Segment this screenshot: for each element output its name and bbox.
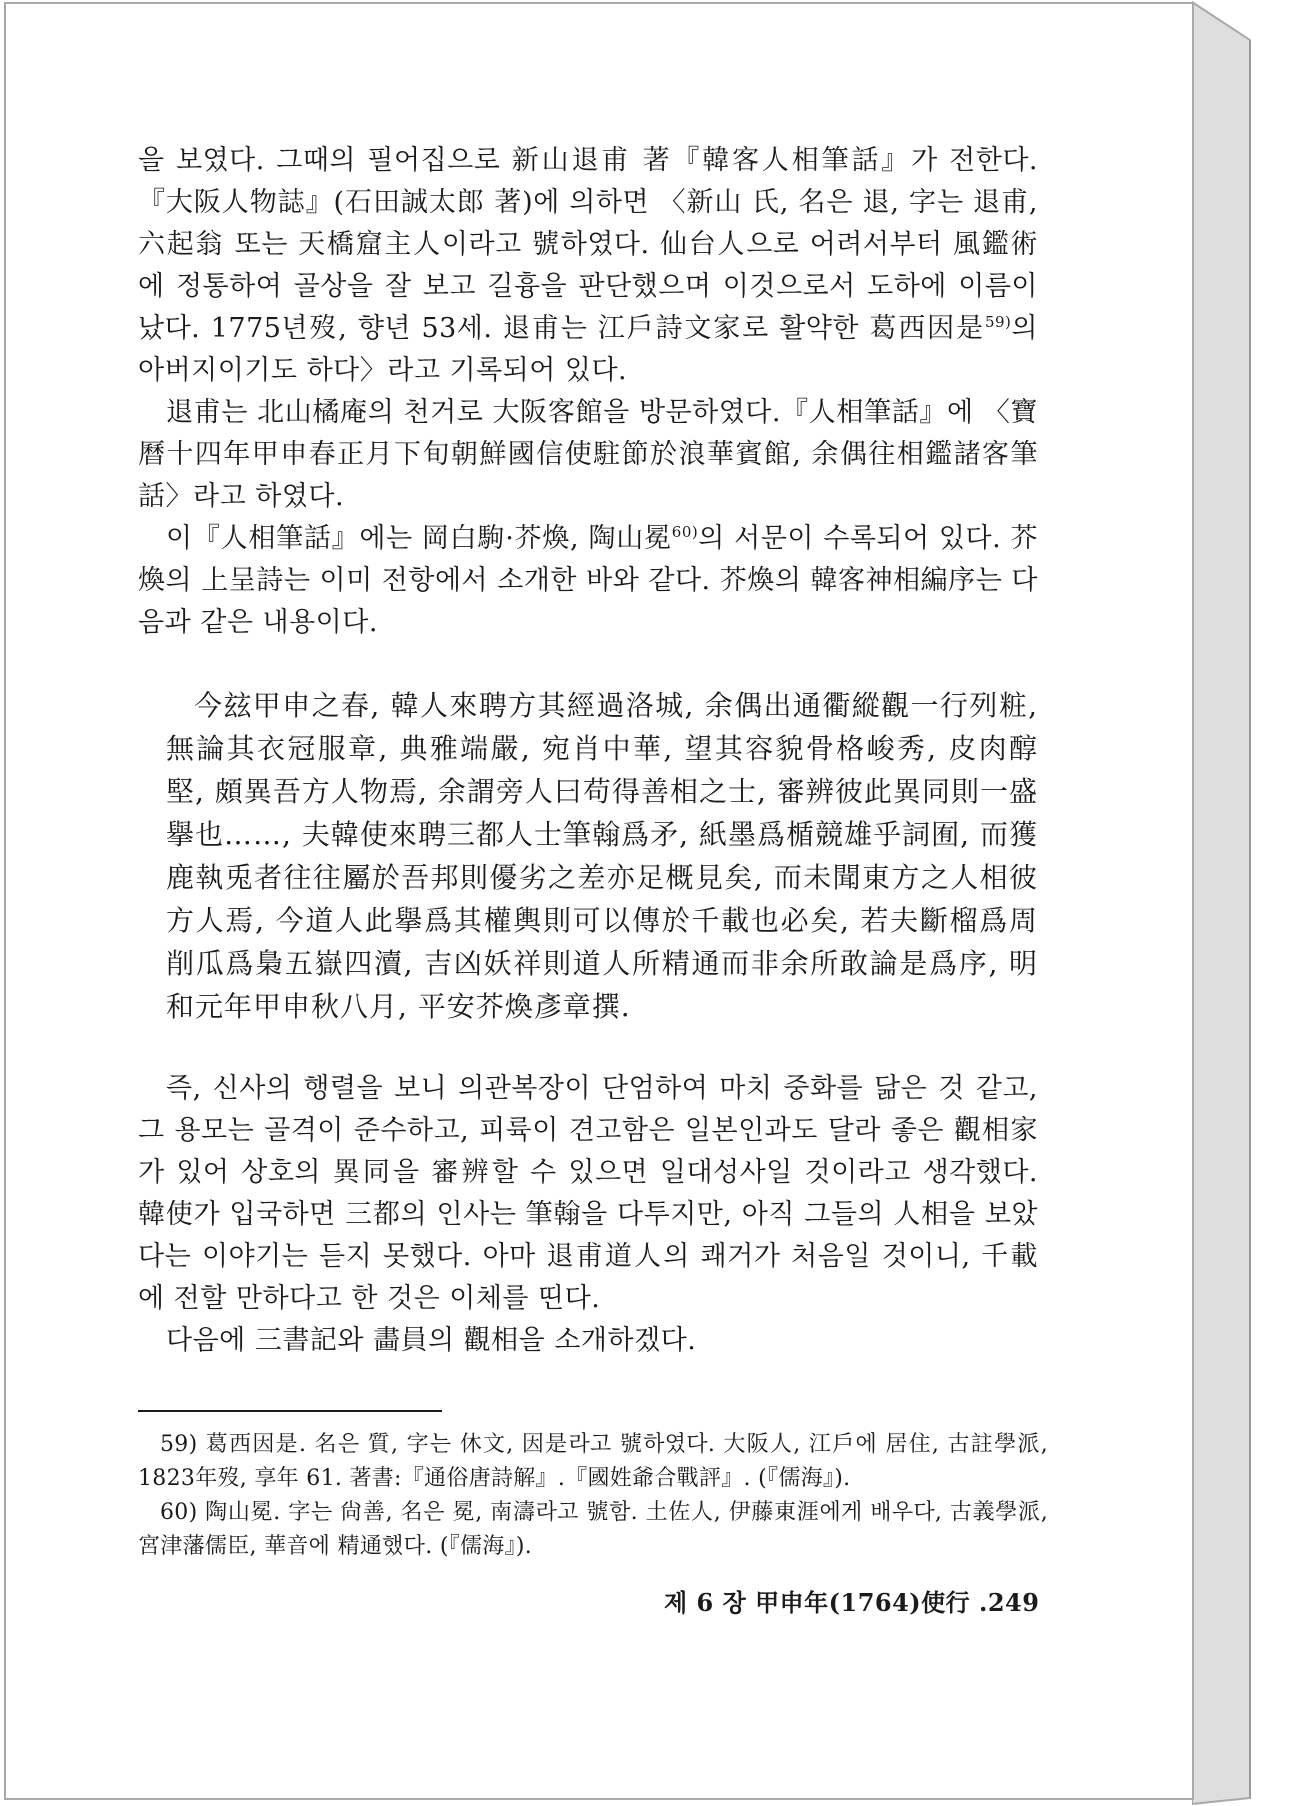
footnote-59: 59) 葛西因是. 名은 質, 字는 休文, 因是라고 號하였다. 大阪人, 江戶에 居住, 古註學派, 1823年歿, 享年 61. 著書:『通俗唐詩解』.『國姓爺合戰評』. (『儒海』). bbox=[138, 1432, 1048, 1491]
paragraph-3-text-cont: 의 서문이 수록되어 있다. 芥煥의 上呈詩는 이미 전항에서 소개한 바와 같다. 芥煥의 韓客神相編序는 다음과 같은 내용이다. bbox=[138, 523, 1039, 638]
footnotes bbox=[138, 1428, 1048, 1564]
paragraph-3-text: 이『人相筆話』에는 岡白駒·芥煥, 陶山冕 bbox=[166, 523, 672, 554]
page-edge-icon bbox=[1192, 0, 1311, 1806]
paragraph-3 bbox=[138, 518, 1038, 644]
paragraph-2 bbox=[138, 392, 1038, 518]
paragraph-4: 즉, 신사의 행렬을 보니 의관복장이 단엄하여 마치 중화를 닮은 것 같고, 그 용모는 골격이 준수하고, 피륙이 견고함은 일본인과도 달라 좋은 觀相家가 있어 상호의 異同을 審辨할 수 있으면 일대성사일 것이라고 생각했다. 韓使가 입국하면 三都의 인사는 筆翰을 다투지만, 아직 그들의 人相을 보았다는 이야기는 듣지 못했다. 아마 退甫道人의 쾌거가 처음일 것이니, 千載에 전할 만하다고 한 것은 이체를 띤다. bbox=[138, 1073, 1038, 1314]
block-quote: 今玆甲申之春, 韓人來聘方其經過洛城, 余偶出通衢縱觀一行列粧, 無論其衣冠服章, 典雅端嚴, 宛肖中華, 望其容貌骨格峻秀, 皮肉醇堅, 頗異吾方人物焉, 余謂旁人曰苟得善相之士, 審辨彼此異同則一盛擧也……, 夫韓使來聘三都人士筆翰爲矛, 紙墨爲楯競雄乎詞囿, 而獲鹿執兎者往往屬於吾邦則優劣之差亦足概見矣, 而未聞東方之人相彼方人焉, 今道人此擧爲其權輿則可以傳於千載也必矣, 若夫斷榴爲周削瓜爲梟五嶽四瀆, 吉凶妖祥則道人所精通而非余所敢論是爲序, 明和元年甲申秋八月, 平安芥煥彥章撰. bbox=[166, 689, 1038, 1023]
footnote-60: 60) 陶山冕. 字는 尙善, 名은 冕, 南濤라고 號함. 土佐人, 伊藤東涯에게 배우다, 古義學派, 宮津藩儒臣, 華音에 精通했다. (『儒海』). bbox=[138, 1500, 1048, 1559]
footnote-ref-60: 60) bbox=[671, 523, 699, 541]
paragraph-1-text: 을 보였다. 그때의 필어집으로 新山退甫 著『韓客人相筆話』가 전한다.『大阪人物誌』(石田誠太郎 著)에 의하면 〈新山 氏, 名은 退, 字는 退甫, 六起翁 또는 天橋窟主人이라고 號하였다. 仙台人으로 어려서부터 風鑑術에 정통하여 골상을 잘 보고 길흉을 판단했으며 이것으로서 도하에 이름이 났다. 1775년歿, 향년 53세. 退甫는 江戶詩文家로 활약한 葛西因是 bbox=[138, 145, 1038, 344]
paragraph-2-text: 退甫는 北山橘庵의 천거로 大阪客館을 방문하였다.『人相筆話』에 〈寶曆十四年甲申春正月下旬朝鮮國信使駐節於浪華賓館, 余偶往相鑑諸客筆話〉라고 하였다. bbox=[138, 397, 1038, 512]
body-text bbox=[138, 140, 1038, 1362]
paragraph-1-text-cont: 의 아버지이기도 하다〉라고 기록되어 있다. bbox=[138, 313, 1038, 386]
footnote-ref-59: 59) bbox=[984, 313, 1012, 331]
paragraph-1 bbox=[138, 140, 1038, 392]
paragraph-5: 다음에 三書記와 畵員의 觀相을 소개하겠다. bbox=[166, 1325, 697, 1356]
footnote-rule bbox=[138, 1410, 442, 1412]
running-footer: 제 6 장 甲申年(1764)使行 .249 bbox=[664, 1588, 1040, 1617]
